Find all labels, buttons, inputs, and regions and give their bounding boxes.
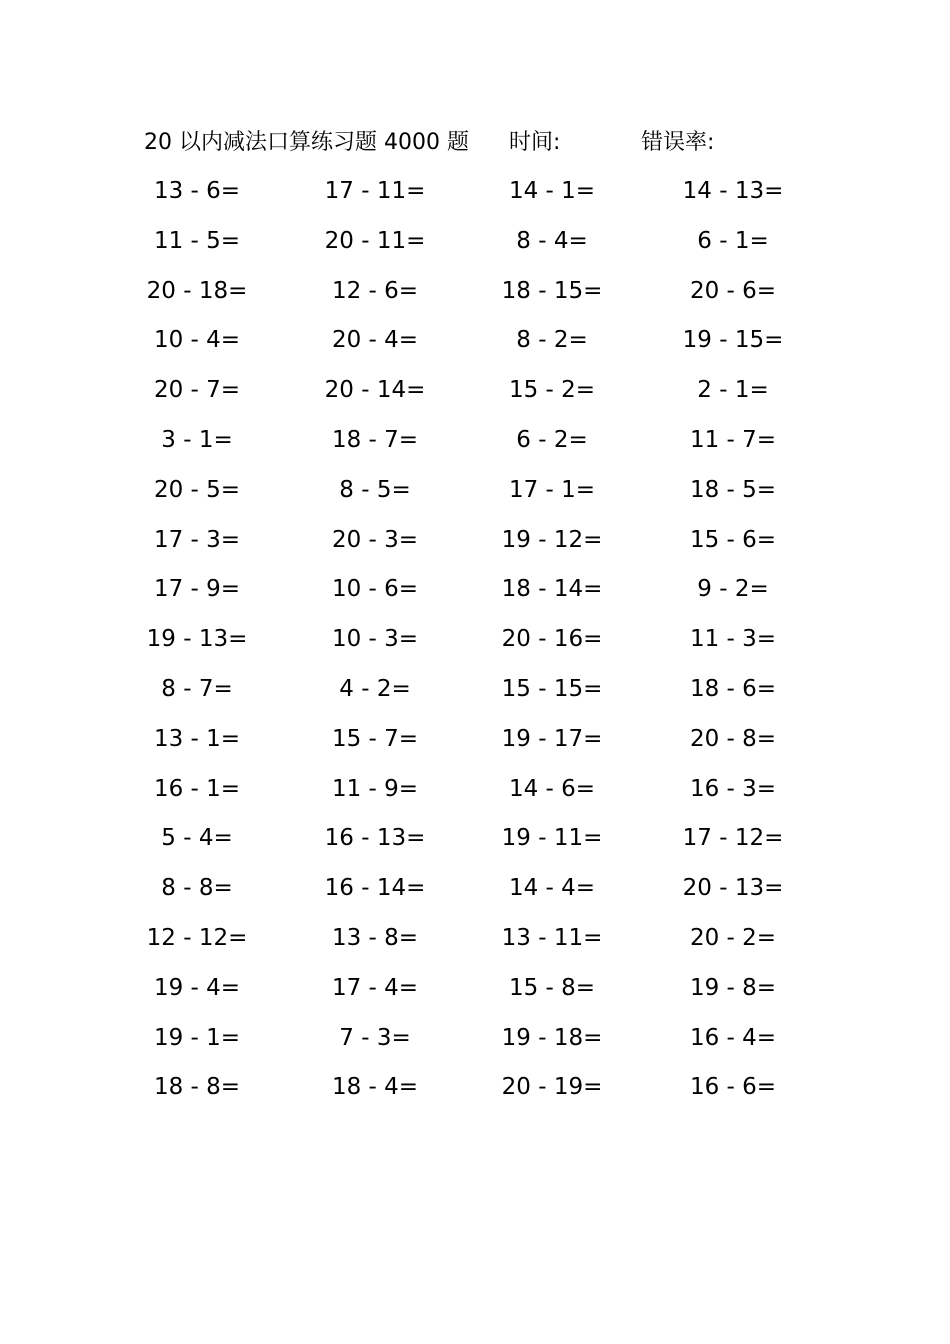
problem-cell: 12 - 6= [331, 277, 419, 304]
problem-cell: 20 - 6= [689, 277, 777, 304]
problem-cell: 18 - 8= [153, 1074, 241, 1101]
problem-cell: 8 - 8= [161, 875, 233, 902]
problem-cell: 14 - 4= [508, 875, 596, 902]
problem-cell: 8 - 4= [516, 227, 588, 254]
problem-cell: 20 - 2= [689, 924, 777, 951]
problem-cell: 17 - 3= [153, 526, 241, 553]
problem-cell: 16 - 6= [689, 1074, 777, 1101]
problem-cell: 19 - 8= [689, 974, 777, 1001]
problem-cell: 20 - 3= [331, 526, 419, 553]
problem-cell: 20 - 11= [324, 227, 426, 254]
problem-cell: 15 - 15= [501, 675, 603, 702]
worksheet-title: 20 以内减法口算练习题 4000 题 [144, 130, 469, 155]
problem-grid [0, 171, 950, 1117]
problem-row [0, 221, 950, 271]
problem-cell: 14 - 1= [508, 178, 596, 204]
problem-cell: 19 - 12= [501, 526, 603, 553]
problem-cell: 10 - 6= [331, 576, 419, 603]
problem-cell: 20 - 16= [501, 626, 603, 653]
problem-cell: 19 - 13= [146, 626, 248, 653]
problem-cell: 15 - 6= [689, 526, 777, 553]
problem-cell: 18 - 6= [689, 675, 777, 702]
problem-cell: 14 - 6= [508, 775, 596, 802]
problem-cell: 8 - 5= [339, 476, 411, 503]
problem-cell: 18 - 14= [501, 576, 603, 603]
problem-cell: 2 - 1= [697, 377, 769, 404]
problem-cell: 18 - 7= [331, 426, 419, 453]
problem-cell: 4 - 2= [339, 675, 411, 702]
problem-cell: 15 - 2= [508, 377, 596, 404]
problem-cell: 17 - 1= [508, 476, 596, 503]
problem-row [0, 271, 950, 321]
problem-row [0, 918, 950, 968]
problem-cell: 17 - 9= [153, 576, 241, 603]
time-label: 时间: [509, 130, 561, 155]
problem-cell: 14 - 13= [682, 178, 784, 204]
problem-cell: 12 - 12= [146, 924, 248, 951]
problem-row [0, 619, 950, 669]
problem-cell: 13 - 6= [153, 178, 241, 204]
problem-cell: 13 - 1= [153, 725, 241, 752]
problem-cell: 16 - 14= [324, 875, 426, 902]
problem-cell: 11 - 7= [689, 426, 777, 453]
problem-cell: 20 - 8= [689, 725, 777, 752]
problem-cell: 20 - 18= [146, 277, 248, 304]
problem-row [0, 1018, 950, 1068]
problem-cell: 16 - 3= [689, 775, 777, 802]
problem-cell: 8 - 2= [516, 327, 588, 354]
problem-cell: 20 - 14= [324, 377, 426, 404]
problem-cell: 6 - 1= [697, 227, 769, 254]
problem-cell: 20 - 4= [331, 327, 419, 354]
worksheet-header [0, 126, 950, 160]
problem-row [0, 769, 950, 819]
problem-cell: 16 - 13= [324, 825, 426, 852]
problem-row [0, 1067, 950, 1117]
problem-row [0, 320, 950, 370]
error-rate-label: 错误率: [641, 130, 715, 155]
problem-cell: 16 - 1= [153, 775, 241, 802]
problem-row [0, 370, 950, 420]
problem-cell: 15 - 8= [508, 974, 596, 1001]
problem-cell: 19 - 4= [153, 974, 241, 1001]
problem-cell: 19 - 17= [501, 725, 603, 752]
problem-cell: 18 - 5= [689, 476, 777, 503]
problem-cell: 7 - 3= [339, 1024, 411, 1051]
problem-cell: 20 - 19= [501, 1074, 603, 1101]
problem-row [0, 818, 950, 868]
problem-cell: 19 - 11= [501, 825, 603, 852]
problem-cell: 15 - 7= [331, 725, 419, 752]
problem-cell: 19 - 18= [501, 1024, 603, 1051]
problem-row [0, 470, 950, 520]
problem-cell: 17 - 12= [682, 825, 784, 852]
problem-cell: 17 - 11= [324, 178, 426, 204]
problem-row [0, 968, 950, 1018]
problem-row [0, 669, 950, 719]
problem-cell: 13 - 8= [331, 924, 419, 951]
problem-cell: 16 - 4= [689, 1024, 777, 1051]
problem-cell: 18 - 4= [331, 1074, 419, 1101]
problem-row [0, 569, 950, 619]
problem-row [0, 719, 950, 769]
problem-cell: 18 - 15= [501, 277, 603, 304]
problem-cell: 20 - 13= [682, 875, 784, 902]
problem-cell: 11 - 3= [689, 626, 777, 653]
problem-cell: 17 - 4= [331, 974, 419, 1001]
problem-cell: 20 - 7= [153, 377, 241, 404]
problem-cell: 13 - 11= [501, 924, 603, 951]
problem-row [0, 868, 950, 918]
problem-row [0, 171, 950, 221]
problem-cell: 19 - 1= [153, 1024, 241, 1051]
problem-cell: 11 - 5= [153, 227, 241, 254]
problem-cell: 11 - 9= [331, 775, 419, 802]
problem-cell: 10 - 3= [331, 626, 419, 653]
problem-cell: 6 - 2= [516, 426, 588, 453]
problem-row [0, 420, 950, 470]
problem-cell: 3 - 1= [161, 426, 233, 453]
problem-cell: 5 - 4= [161, 825, 233, 852]
problem-row [0, 520, 950, 570]
problem-cell: 9 - 2= [697, 576, 769, 603]
problem-cell: 10 - 4= [153, 327, 241, 354]
problem-cell: 20 - 5= [153, 476, 241, 503]
problem-cell: 19 - 15= [682, 327, 784, 354]
problem-cell: 8 - 7= [161, 675, 233, 702]
